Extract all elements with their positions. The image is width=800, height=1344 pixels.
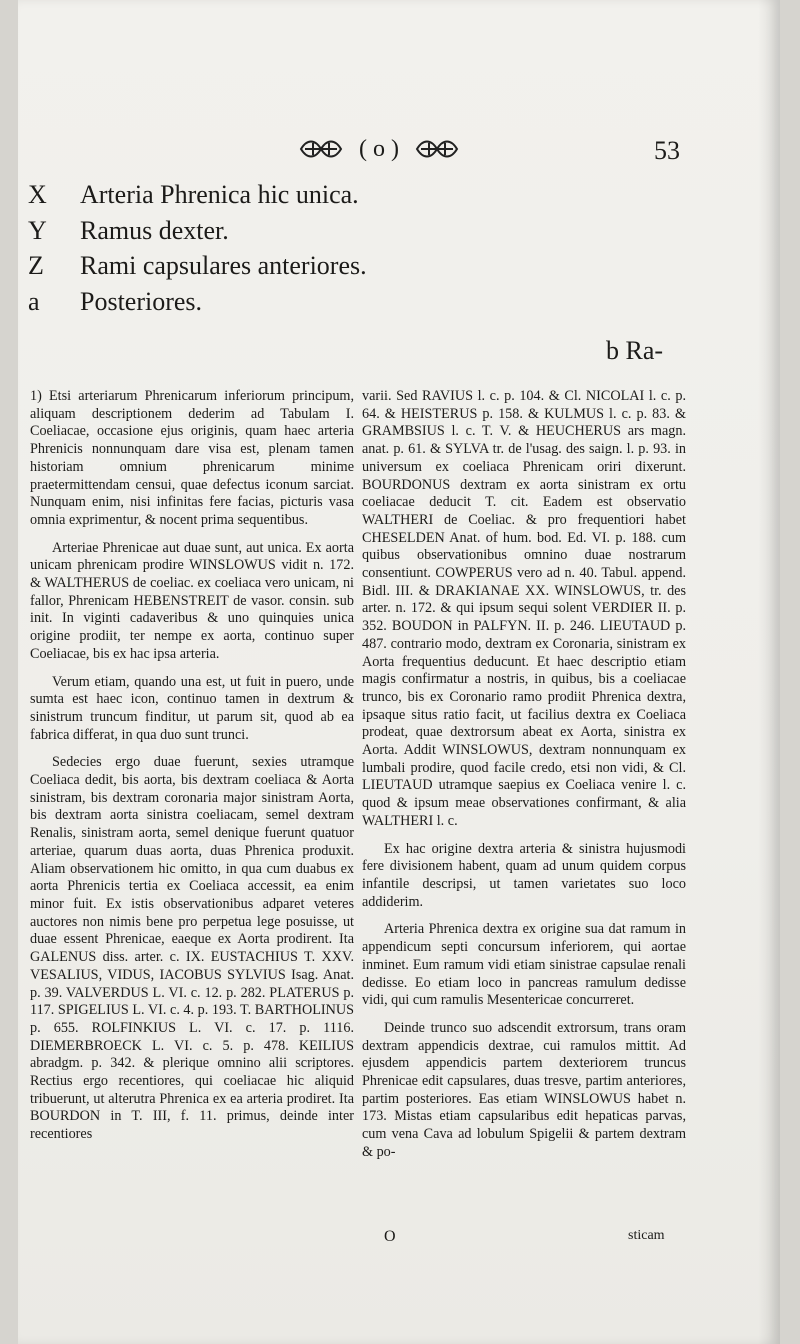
paragraph: Arteria Phrenica dextra ex origine sua dat ramum in appendicum septi concursum inferiorem, qui aortae inminet. Eum ramum vidi etiam sinistrae capsulae renali dedisse. Eo etiam loco in pancreas ramulum dedisse vidi, qui cum ramulis Mesentericae concurreret.	[362, 921, 686, 1009]
left-text-column	[30, 388, 354, 1154]
running-header	[254, 132, 504, 166]
legend-text: Posteriores.	[80, 286, 203, 316]
paragraph: Ex hac origine dextra arteria & sinistra hujusmodi fere divisionem habent, quam ad unum quidem corpus infantile descripsi, ut tamen varietates suo loco addiderim.	[362, 840, 686, 910]
legend-row	[28, 251, 588, 287]
legend-text: Rami capsulares anteriores.	[80, 251, 367, 280]
paragraph: 1) Etsi arteriarum Phrenicarum inferiorum principum, aliquam descriptionem dederim ad Tabulam I. Coeliacae, occasione ejus originis, quam haec arteria Phrenicis nonnunquam dare visa est, plenam tamen historiam omnium phrenicarum minime praetermittendam censui, quae defectus iconum sarciat. Nunquam enim, nisi infinitas fere facias, picturis vasa omnia exprimentur, & nocent prima sequentibus.	[30, 388, 354, 528]
page-catchword: sticam	[628, 1228, 665, 1243]
right-text-column	[362, 388, 686, 1172]
paragraph: Sedecies ergo duae fuerunt, sexies utramque Coeliaca dedit, bis aorta, bis dextram coeliaca & Aorta sinistram, bis dextram coronaria major sinistram Aorta, bis dextram aorta sinistra coeliacam, semel dextram Renalis, sinistram aorta, semel denique fuerunt quatuor arteriae, quarum duas aorta, duas Phrenica produxit. Aliam observationem hic omitto, in qua cum duabus ex aorta Phrenicis tertia ex Coeliaca accessit, ea enim minor fuit. Ex istis observationibus adparet veteres auctores non nimis bene pro perpetua lege posuisse, ut duae essent Phrenicae, eaeque ex Aorta prodirent. Ita GALENUS diss. arter. c. IX. EUSTACHIUS T. XXV. VESALIUS, VIDUS, IACOBUS SYLVIUS Isag. Anat. p. 39. VALVERDUS L. VI. c. 12. p. 282. PLATERUS p. 117. SPIGELIUS L. VI. c. 4. p. 193. T. BARTHOLINUS p. 655. ROLFINKIUS L. VI. c. 17. p. 1116. DIEMERBROECK L. VI. c. 5. p. 478. KEILIUS abradgm. p. 342. & plerique omnino alii scriptores. Rectius ergo recentiores, qui coeliacae hic aliquid tribuerunt, ut alterutra Phrenica ex ea arteria prodiret. Ita BOURDON in T. III, f. 11. primus, deinde inter recentiores	[30, 754, 354, 1143]
legend-row	[28, 180, 588, 216]
page-binding-shadow	[758, 0, 780, 1344]
legend-text: Arteria Phrenica hic unica.	[80, 180, 359, 209]
legend-key: a	[28, 286, 40, 316]
fleuron-ornament-icon	[299, 137, 343, 161]
legend-key: Y	[28, 215, 47, 245]
legend-key: Z	[28, 251, 44, 280]
figure-legend	[28, 180, 588, 322]
legend-row	[28, 287, 588, 323]
legend-row	[28, 216, 588, 252]
legend-key: X	[28, 180, 47, 209]
book-page	[18, 0, 780, 1344]
header-center-text: ( o )	[359, 135, 399, 162]
fleuron-ornament-icon	[415, 137, 459, 161]
legend-text: Ramus dexter.	[80, 215, 229, 245]
paragraph: varii. Sed RAVIUS l. c. p. 104. & Cl. NICOLAI l. c. p. 64. & HEISTERUS p. 158. & KULMUS l. c. p. 83. & GRAMBSIUS l. c. T. V. & HEUCHERUS ars magn. anat. p. 61. & SYLVA tr. de l'usag. des saign. l. p. 93. in universum ex coeliaca Phrenicam oriri dixerunt. BOURDONUS dextram ex aorta sinistram ex ortu coeliacae deducit T. cit. Eadem est observatio WALTHERI de Coeliac. & pro frequentiori habet CHESELDEN Anat. of hum. bod. Ed. VI. p. 188. cum quibus observationibus omnino duae nostrarum consentiunt. COWPERUS vero ad n. 40. Tabul. append. Bidl. III. & DRAKIANAE XX. WINSLOWUS, tr. des arter. n. 172. & qui ipsum sequi solent VERDIER II. p. 352. BOUDON in PALFYN. II. p. 246. LIEUTAUD p. 487. contrario modo, dextram ex Coronaria, sinistram ex Aorta frequentius deducunt. Et haec descriptio etiam magis confirmatur a nostris, in quibus, bis a coeliacae trunco, bis ex Coronario ramo prodiit Phrenica dextra, ipsaque situs ratio facit, ut facilius dextra ex Coeliaca prodeat, quae dextrorsum abeat ex Aorta, sinistra ex Aorta. Addit WINSLOWUS, dextram nonnunquam ex lumbali prodire, quod facile credo, etsi non vidi, & Cl. LIEUTAUD utramque saepius ex Coeliaca venire l. c. quod & ipsum meae observationes confirmant, & alia WALTHERI l. c.	[362, 388, 686, 829]
paragraph: Deinde trunco suo adscendit extrorsum, trans oram dextram appendicis dextrae, cui ramulos mittit. Ad ejusdem appendicis partem dexteriorem truncus Phrenicae edit capsulares, duas tresve, partim anteriores, partim posteriores. Eas etiam WINSLOWUS habet n. 173. Mistas etiam capsularibus edit hepaticas parvas, cum vena Cava ad lobulum Spigelii & partem dextram & po-	[362, 1019, 686, 1160]
paragraph: Verum etiam, quando una est, ut fuit in puero, unde sumta est haec icon, continuo tamen in dextrum & sinistrum truncum finditur, ut parum sit, quod ab ea fabrica differat, in qua duo sunt trunci.	[30, 673, 354, 743]
page-number: 53	[654, 136, 680, 165]
legend-catchword: b Ra-	[606, 336, 664, 365]
paragraph: Arteriae Phrenicae aut duae sunt, aut unica. Ex aorta unicam phrenicam prodire WINSLOWUS vidit n. 172. & WALTHERUS de coeliac. ex coeliaca vero unicam, ni fallor, Phrenicam HEBENSTREIT de vasor. consin. sub init. In viginti cadaveribus & uno quinquies unica origine prodiit, ter nempe ex aorta, continuo super Coeliacae, bis ex hac ipsa arteria.	[30, 539, 354, 662]
signature-mark: O	[384, 1228, 396, 1245]
